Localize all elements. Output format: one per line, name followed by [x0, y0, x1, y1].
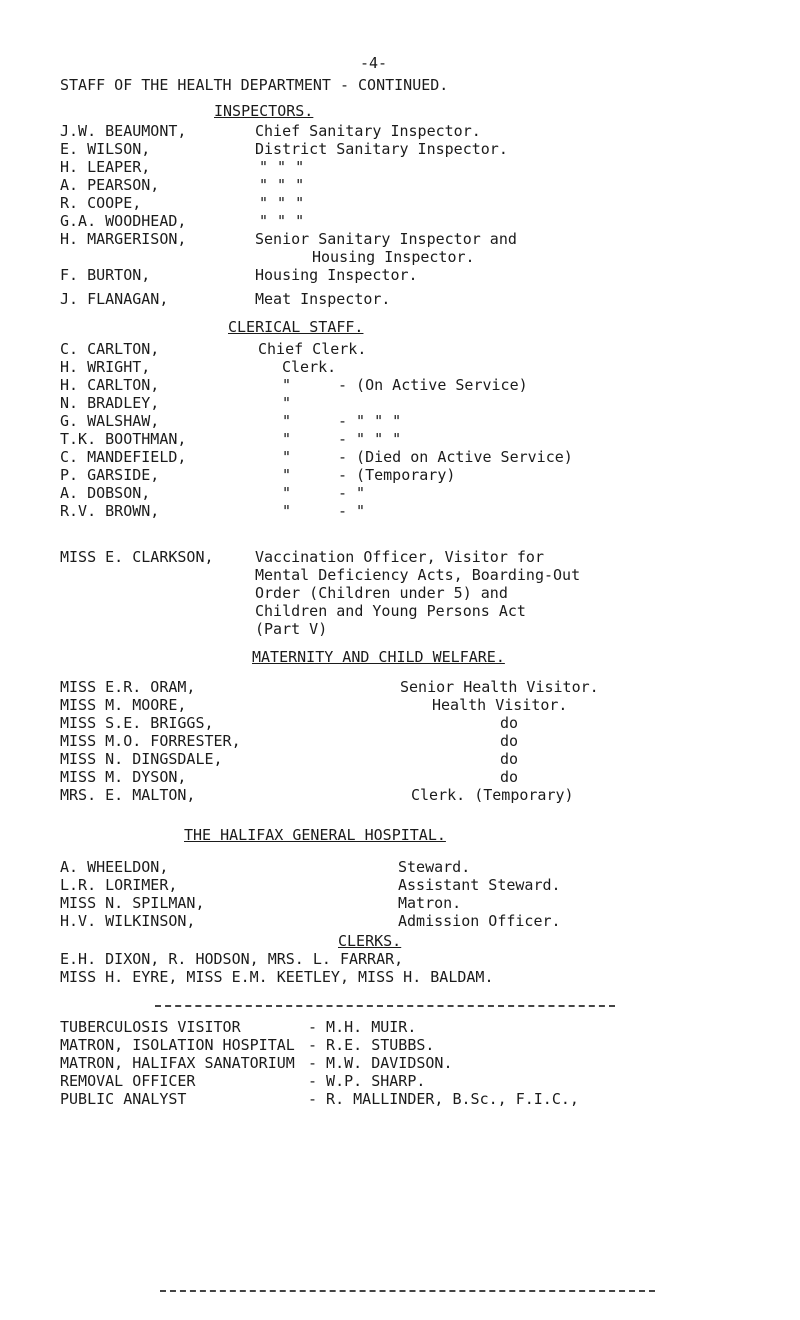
clerk-role: " [282, 466, 292, 484]
officer-label: REMOVAL OFFICER [60, 1072, 196, 1090]
page-number: -4- [360, 54, 388, 72]
maternity-name: MISS S.E. BRIGGS, [60, 714, 214, 732]
maternity-role: do [500, 768, 519, 786]
inspector-name [60, 248, 186, 266]
clerk-role: " [282, 376, 292, 394]
clerk-note: - " " " [338, 430, 402, 448]
hospital-role: Matron. [398, 894, 462, 912]
clerk-note: - (Temporary) [338, 466, 456, 484]
clerical-heading: CLERICAL STAFF. [228, 318, 364, 336]
hospital-roles [398, 858, 561, 930]
inspector-name: A. PEARSON, [60, 176, 160, 194]
clerk-role: Clerk. [282, 358, 337, 376]
hospital-role: Assistant Steward. [398, 876, 561, 894]
clerk-role: " [282, 412, 292, 430]
hospital-heading: THE HALIFAX GENERAL HOSPITAL. [184, 826, 446, 844]
inspector-role: " " " [259, 176, 305, 194]
clerk-note: - (On Active Service) [338, 376, 528, 394]
hospital-role: Steward. [398, 858, 471, 876]
clerk-name: C. CARLTON, [60, 340, 160, 358]
clerk-name: N. BRADLEY, [60, 394, 160, 412]
other-values [308, 1018, 579, 1108]
clerk-name: G. WALSHAW, [60, 412, 160, 430]
clarkson-line: Vaccination Officer, Visitor for [255, 548, 544, 566]
hospital-name: L.R. LORIMER, [60, 876, 178, 894]
inspector-role: Housing Inspector. [312, 248, 475, 266]
clerk-name: R.V. BROWN, [60, 502, 160, 520]
inspector-role: Meat Inspector. [255, 290, 391, 308]
hospital-name: A. WHEELDON, [60, 858, 169, 876]
other-labels [60, 1018, 295, 1108]
maternity-name: MISS N. DINGSDALE, [60, 750, 223, 768]
clerical-notes [338, 340, 573, 520]
inspectors-names [60, 122, 186, 308]
page-heading: STAFF OF THE HEALTH DEPARTMENT - CONTINUED. [60, 76, 449, 94]
maternity-name: MRS. E. MALTON, [60, 786, 196, 804]
clerks-list [60, 950, 493, 986]
officer-value: - M.W. DAVIDSON. [308, 1054, 453, 1072]
inspectors-heading: INSPECTORS. [214, 102, 314, 120]
maternity-name: MISS M. DYSON, [60, 768, 187, 786]
maternity-role: Senior Health Visitor. [400, 678, 599, 696]
clerks-heading: CLERKS. [338, 932, 402, 950]
hospital-name: MISS N. SPILMAN, [60, 894, 205, 912]
clerk-name: H. WRIGHT, [60, 358, 151, 376]
clerk-note [338, 340, 573, 358]
clerk-role: " [282, 448, 292, 466]
clerk-name: P. GARSIDE, [60, 466, 160, 484]
maternity-name: MISS E.R. ORAM, [60, 678, 196, 696]
inspector-role: " " " [259, 194, 305, 212]
clerks-line: E.H. DIXON, R. HODSON, MRS. L. FARRAR, [60, 950, 404, 968]
inspector-name: J.W. BEAUMONT, [60, 122, 187, 140]
clerk-name: H. CARLTON, [60, 376, 160, 394]
hospital-role: Admission Officer. [398, 912, 561, 930]
maternity-role: do [500, 750, 519, 768]
clerk-role: Chief Clerk. [258, 340, 367, 358]
hospital-name: H.V. WILKINSON, [60, 912, 196, 930]
maternity-role: do [500, 732, 519, 750]
maternity-names [60, 678, 241, 804]
inspectors-roles [255, 122, 517, 308]
inspector-role: Housing Inspector. [255, 266, 418, 284]
clarkson-name: MISS E. CLARKSON, [60, 548, 214, 566]
clerk-name: C. MANDEFIELD, [60, 448, 187, 466]
inspector-name: G.A. WOODHEAD, [60, 212, 187, 230]
clerk-note: - (Died on Active Service) [338, 448, 573, 466]
hospital-names [60, 858, 205, 930]
officer-value: - R.E. STUBBS. [308, 1036, 435, 1054]
inspector-name: R. COOPE, [60, 194, 142, 212]
clerks-line: MISS H. EYRE, MISS E.M. KEETLEY, MISS H. BALDAM. [60, 968, 494, 986]
maternity-role: do [500, 714, 519, 732]
inspector-role: Chief Sanitary Inspector. [255, 122, 481, 140]
clerk-note [338, 358, 573, 376]
maternity-heading: MATERNITY AND CHILD WELFARE. [252, 648, 505, 666]
clerk-role: " [282, 502, 292, 520]
officer-label: MATRON, HALIFAX SANATORIUM [60, 1054, 295, 1072]
maternity-role: Health Visitor. [432, 696, 568, 714]
clerk-role: " [282, 394, 292, 412]
clarkson-duties [255, 548, 580, 638]
clerk-name: T.K. BOOTHMAN, [60, 430, 187, 448]
officer-label: TUBERCULOSIS VISITOR [60, 1018, 241, 1036]
officer-value: - M.H. MUIR. [308, 1018, 417, 1036]
officer-value: - R. MALLINDER, B.Sc., F.I.C., [308, 1090, 579, 1108]
dashed-divider [155, 1005, 615, 1007]
clerk-note: - " [338, 502, 366, 520]
inspector-name: J. FLANAGAN, [60, 290, 169, 308]
bottom-dashed-divider [160, 1290, 655, 1292]
inspector-role: District Sanitary Inspector. [255, 140, 508, 158]
clerk-name: A. DOBSON, [60, 484, 151, 502]
maternity-name: MISS M. MOORE, [60, 696, 187, 714]
clerk-role: " [282, 484, 292, 502]
inspector-name: E. WILSON, [60, 140, 151, 158]
clerk-role: " [282, 430, 292, 448]
inspector-name: H. LEAPER, [60, 158, 151, 176]
maternity-role: Clerk. (Temporary) [411, 786, 574, 804]
inspector-name: F. BURTON, [60, 266, 151, 284]
officer-label: MATRON, ISOLATION HOSPITAL [60, 1036, 295, 1054]
inspector-role: " " " [259, 158, 305, 176]
inspector-role: " " " [259, 212, 305, 230]
maternity-roles [400, 678, 619, 804]
officer-value: - W.P. SHARP. [308, 1072, 426, 1090]
clerk-note [338, 394, 573, 412]
clerical-names [60, 340, 186, 520]
inspector-role: Senior Sanitary Inspector and [255, 230, 517, 248]
clerk-note: - " " " [338, 412, 402, 430]
clarkson-line: Mental Deficiency Acts, Boarding-Out [255, 566, 581, 584]
clarkson-line: Children and Young Persons Act [255, 602, 526, 620]
maternity-name: MISS M.O. FORRESTER, [60, 732, 241, 750]
clarkson-line: (Part V) [255, 620, 328, 638]
clerk-note: - " [338, 484, 366, 502]
inspector-name: H. MARGERISON, [60, 230, 187, 248]
officer-label: PUBLIC ANALYST [60, 1090, 187, 1108]
clarkson-line: Order (Children under 5) and [255, 584, 508, 602]
